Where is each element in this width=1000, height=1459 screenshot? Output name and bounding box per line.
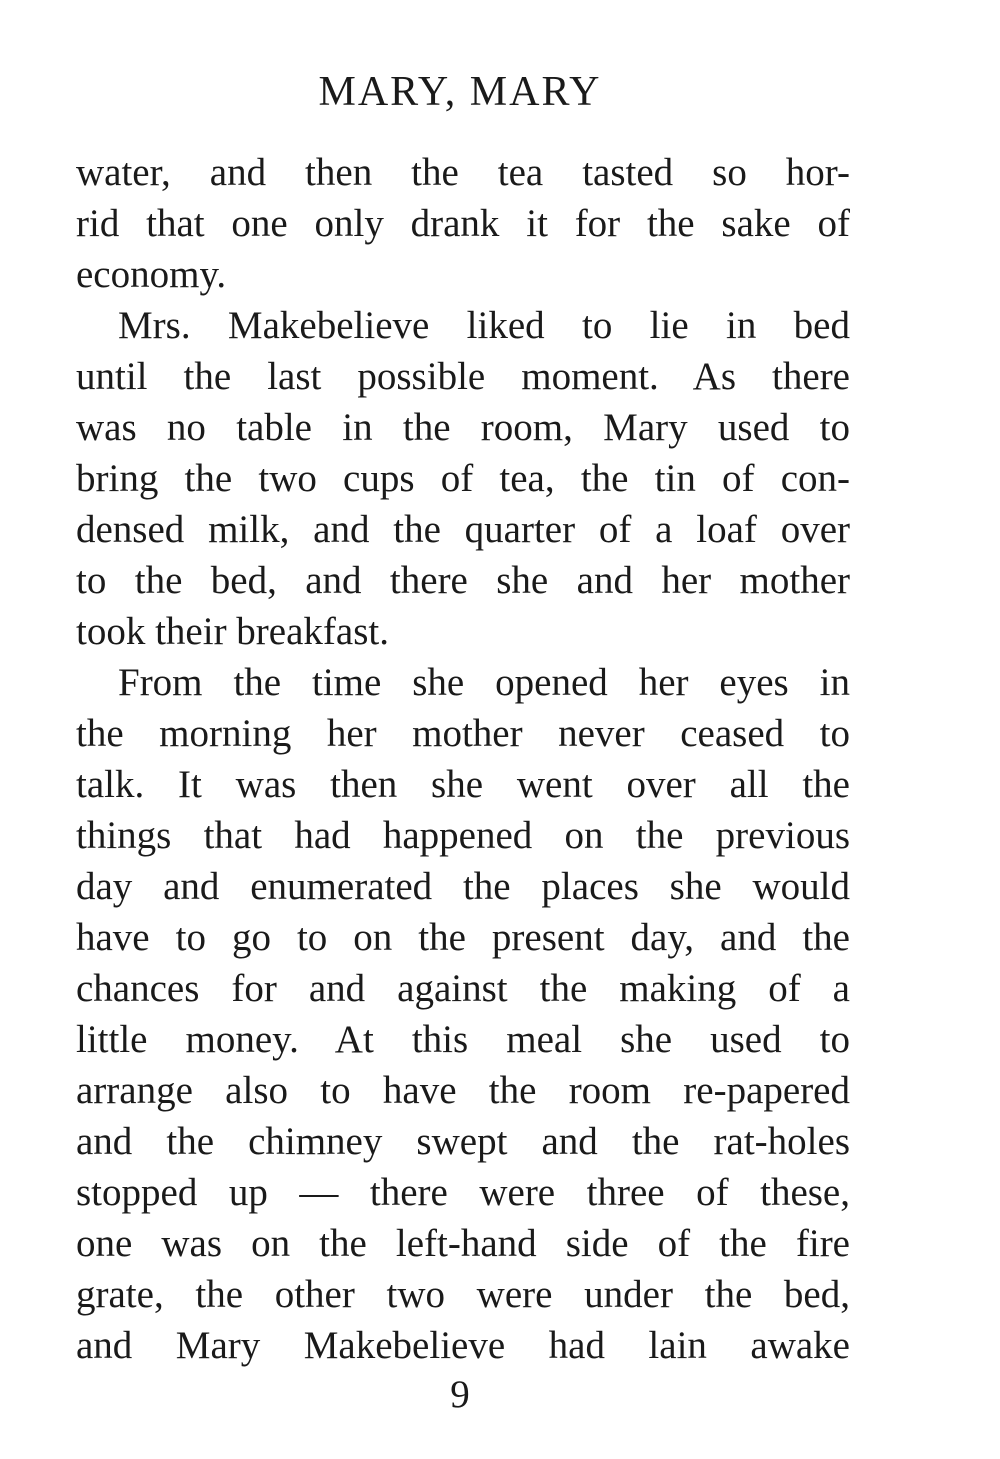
text-line: densed milk, and the quarter of a loaf over: [76, 508, 850, 551]
text-line: and the chimney swept and the rat-holes: [76, 1120, 850, 1163]
text-line: water, and then the tea tasted so hor-: [76, 151, 850, 194]
paragraph: [76, 657, 850, 1371]
text-line: economy.: [76, 253, 227, 296]
text-line: arrange also to have the room re-papered: [76, 1069, 850, 1112]
text-line: was no table in the room, Mary used to: [76, 406, 850, 449]
page-number: 9: [450, 1373, 470, 1416]
text-line: talk. It was then she went over all the: [76, 763, 850, 806]
page-body: [76, 147, 850, 1371]
text-line: to the bed, and there she and her mother: [76, 559, 850, 602]
text-line: took their breakfast.: [76, 610, 389, 653]
text-line: until the last possible moment. As there: [76, 355, 850, 398]
text-line: chances for and against the making of a: [76, 967, 850, 1010]
text-line: little money. At this meal she used to: [76, 1018, 850, 1061]
text-line: grate, the other two were under the bed,: [76, 1273, 850, 1316]
running-title: MARY, MARY: [318, 69, 602, 115]
paragraph: [76, 147, 850, 300]
text-line: the morning her mother never ceased to: [76, 712, 850, 755]
text-line: rid that one only drank it for the sake of: [76, 202, 850, 245]
text-line: and Mary Makebelieve had lain awake: [76, 1324, 850, 1367]
text-line: have to go to on the present day, and the: [76, 916, 850, 959]
paragraph: [76, 300, 850, 657]
text-line: one was on the left-hand side of the fire: [76, 1222, 850, 1265]
text-line: From the time she opened her eyes in: [118, 661, 850, 704]
text-line: Mrs. Makebelieve liked to lie in bed: [118, 304, 850, 347]
text-line: bring the two cups of tea, the tin of con-: [76, 457, 850, 500]
text-line: things that had happened on the previous: [76, 814, 850, 857]
text-line: day and enumerated the places she would: [76, 865, 850, 908]
text-line: stopped up — there were three of these,: [76, 1171, 850, 1214]
